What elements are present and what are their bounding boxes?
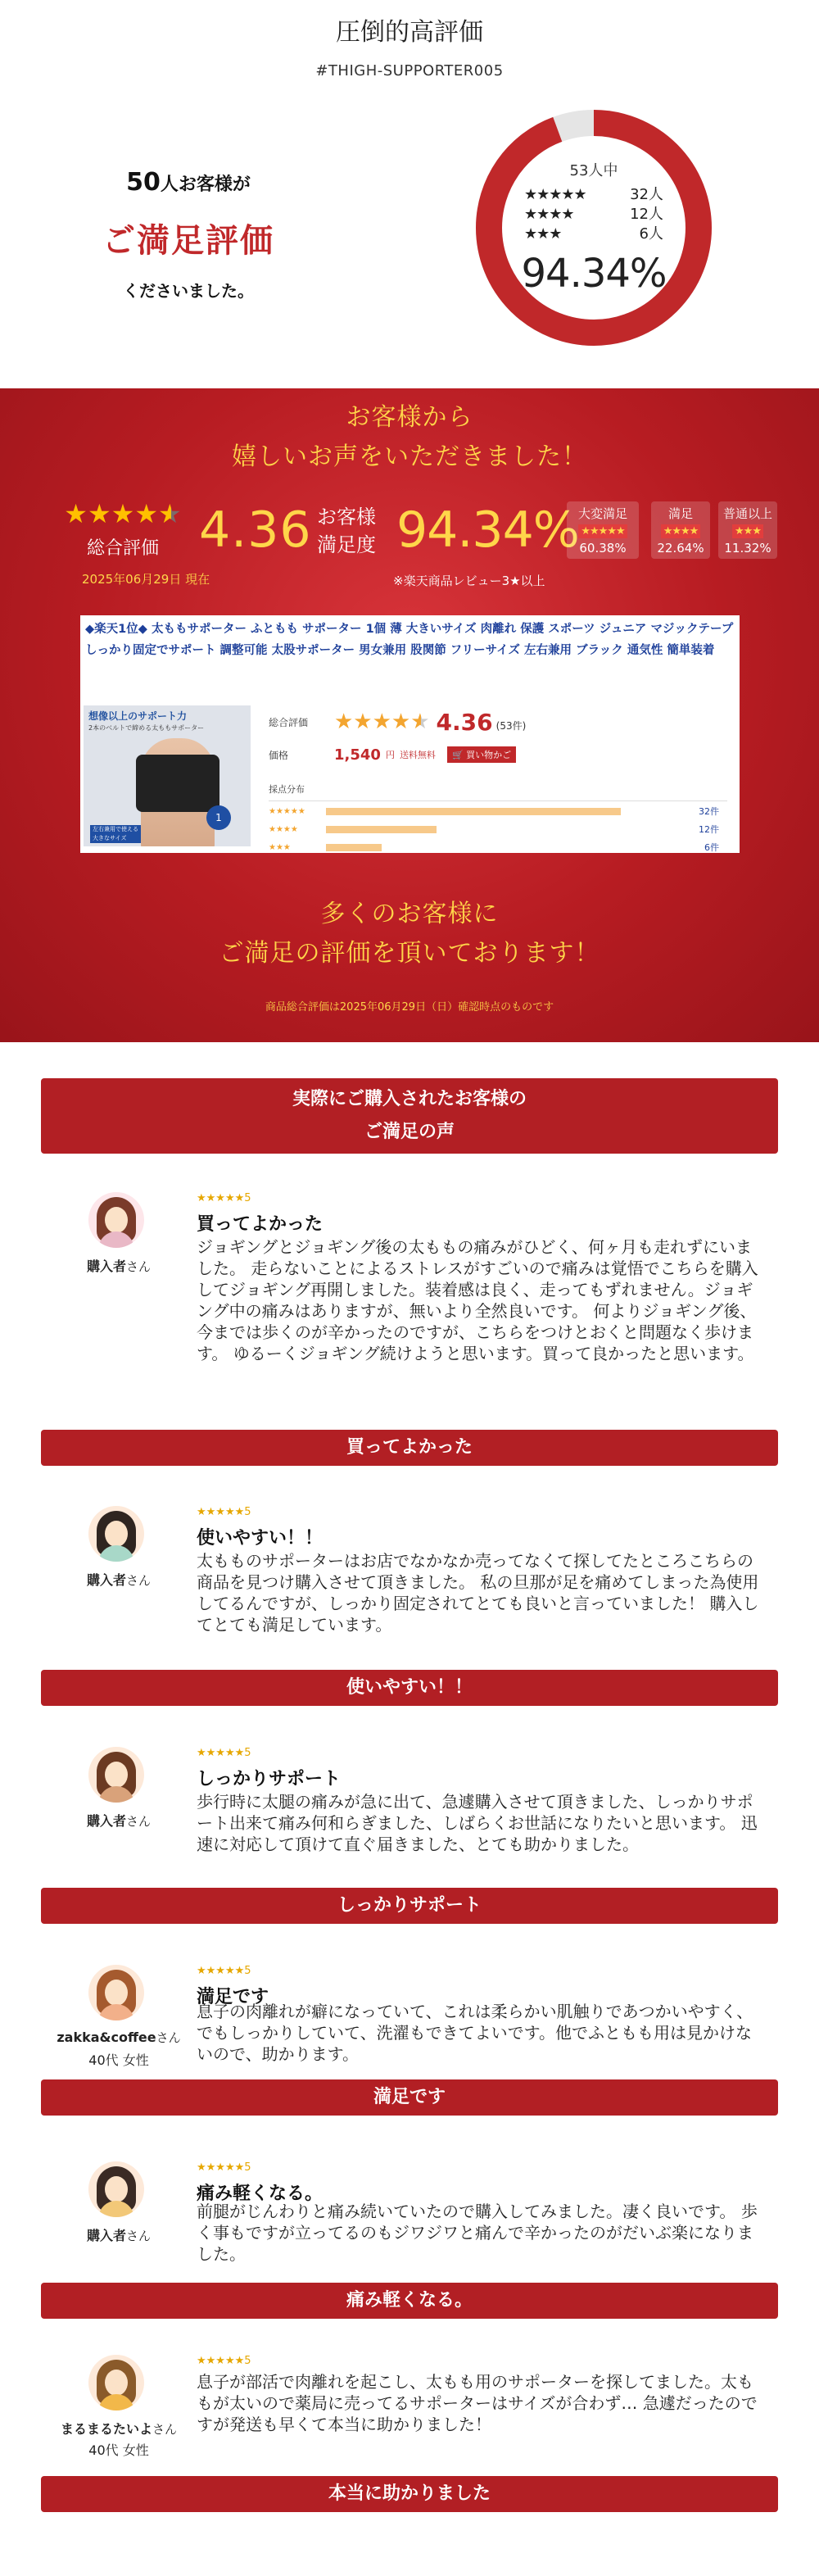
overall-rating (41, 498, 205, 560)
badge-normal (718, 501, 777, 559)
overall-label: 総合評価 (86, 538, 159, 559)
badge-percent: 60.38% (579, 541, 627, 556)
distribution-count[interactable]: 6件 (704, 842, 719, 853)
distribution-row (269, 821, 727, 837)
banner-heading (0, 398, 819, 477)
rating-score: 4.36 (199, 501, 312, 559)
review-body: 息子が部活で肉離れを起こし、太もも用のサポーターを探してました。太ももが太いので薬局に売ってるサポーターはサイズが合わず… 急遽だったのですが発送も早くて本当に助かりました！ (197, 2372, 758, 2434)
review-headline-bar: 満足です (41, 2079, 778, 2116)
shipping-label: 送料無料 (399, 750, 436, 760)
reviewer-avatar (88, 1747, 144, 1803)
reviewer-name (41, 1811, 197, 1830)
banner-footer (0, 895, 819, 973)
review-stars-icon: ★★★★★5 (197, 2161, 251, 2174)
badge-stars-icon: ★★★★ (661, 524, 701, 538)
review-stars-icon: ★★★★★5 (197, 1965, 251, 1977)
satisfaction-summary (49, 168, 328, 302)
donut-row-5 (524, 185, 663, 205)
product-image-badge: 1 (206, 805, 231, 830)
donut-percent: 94.34% (521, 251, 667, 297)
product-info (269, 705, 727, 855)
review-item (41, 1747, 778, 1924)
reviewer-name (41, 1570, 197, 1589)
reviews-header-line2: ご満足の声 (364, 1122, 455, 1142)
product-price: 1,540 (334, 746, 381, 764)
review-title: 使いやすい！！ (197, 1528, 324, 1549)
product-image-text: 想像以上のサポート力 (88, 710, 188, 722)
page-title: 圧倒的高評価 (336, 18, 483, 47)
reviewer-name-text: まるまるたいよ (60, 2421, 152, 2437)
satisfaction-percent: 94.34% (396, 501, 579, 559)
product-review-count[interactable]: (53件) (495, 719, 527, 732)
review-body: 前腿がじんわりと痛み続いていたので購入してみました。凄く良いです。 歩く事もですが立ってるのもジワジワと痛んで辛かったのがだいぶ楽になりました。 (197, 2202, 758, 2264)
review-headline-bar: 痛み軽くなる。 (41, 2283, 778, 2319)
rating-date: 2025年06月29日 現在 (82, 572, 210, 587)
supporter-illustration (136, 755, 219, 812)
review-title: 買ってよかった (197, 1214, 324, 1235)
price-key: 価格 (269, 749, 289, 761)
distribution-bar (326, 826, 437, 833)
product-rating-row (269, 705, 727, 738)
product-price-row (269, 738, 727, 771)
donut-row-stars: ★★★★ (524, 206, 574, 223)
review-item (41, 2161, 778, 2319)
rating-banner (0, 388, 819, 1042)
reviewer-honorific: さん (126, 1259, 152, 1274)
reviewer-avatar (88, 1506, 144, 1562)
add-to-cart-label: 買い物かご (466, 750, 512, 760)
satisfaction-thanks: くださいました。 (123, 281, 254, 301)
review-headline-bar: 買ってよかった (41, 1430, 778, 1466)
cust-label-line1: お客様 (317, 506, 376, 528)
reviewer-name-text: zakka&coffee (57, 2030, 156, 2045)
distribution-count[interactable]: 32件 (699, 806, 719, 817)
donut-row-3 (524, 224, 663, 244)
reviewer-honorific: さん (126, 1814, 152, 1829)
cust-label-line2: 満足度 (317, 533, 376, 556)
distribution-stars-icon: ★★★ (269, 842, 291, 852)
reviewer-age: 40代 女性 (88, 2052, 149, 2068)
donut-row-4 (524, 205, 663, 224)
review-item (41, 1965, 778, 2116)
reviewer-age: 40代 女性 (88, 2442, 149, 2458)
donut-row-count: 32人 (630, 186, 663, 203)
banner-heading-line2: 嬉しいお声をいただきました！ (232, 442, 587, 471)
donut-row-stars: ★★★ (524, 225, 562, 243)
distribution-label: 採点分布 (269, 782, 727, 801)
reviewer-avatar (88, 1965, 144, 2020)
customer-count: 50 (126, 168, 161, 197)
satisfaction-heading: ご満足評価 (102, 222, 274, 260)
customer-satisfaction-label (317, 503, 376, 559)
product-card (80, 615, 740, 853)
product-score: 4.36 (436, 708, 493, 736)
reviewer-honorific: さん (156, 2030, 181, 2045)
reviewer-honorific: さん (126, 2229, 152, 2243)
badge-stars-icon: ★★★ (732, 524, 763, 538)
banner-heading-line1: お客様から (346, 403, 473, 432)
donut-row-count: 6人 (639, 225, 663, 243)
review-headline-bar: しっかりサポート (41, 1888, 778, 1924)
distribution-bar (326, 844, 382, 851)
donut-center (471, 159, 717, 297)
review-body: 息子の肉離れが癖になっていて、これは柔らかい肌触りであつかいやすく、でもしっかりしていて、洗濯もできてよいです。他でふともも用は見かけないので、助かります。 (197, 2002, 753, 2064)
distribution-row (269, 839, 727, 855)
reviewer-honorific: さん (126, 1573, 152, 1588)
badge-satisfied (651, 501, 710, 559)
reviewer-name-text: 購入者 (86, 1259, 126, 1274)
review-item (41, 1506, 778, 1706)
reviewer-honorific: さん (152, 2422, 178, 2437)
product-code: #THIGH-SUPPORTER005 (315, 62, 504, 79)
product-image-subtext: 2本のベルトで締める太ももサポーター (88, 724, 205, 732)
banner-footer-line1: 多くのお客様に (320, 900, 499, 928)
review-stars-icon: ★★★★★5 (197, 1747, 251, 1759)
price-unit: 円 (385, 750, 395, 760)
badge-stars-icon: ★★★★★ (578, 524, 627, 538)
product-stars-icon: ★★★★★ (334, 710, 430, 734)
review-note: ※楽天商品レビュー3★以上 (393, 574, 545, 588)
distribution-stars-icon: ★★★★★ (269, 806, 305, 816)
donut-row-stars: ★★★★★ (524, 186, 586, 203)
badge-label: 大変満足 (577, 506, 627, 521)
reviewer-name (41, 2029, 197, 2046)
review-stars-icon: ★★★★★5 (197, 2355, 251, 2367)
badge-percent: 11.32% (724, 541, 771, 556)
review-body: ジョギングとジョギング後の太ももの痛みがひどく、何ヶ月も走れずにいました。 走らないことによるストレスがすごいので痛みは覚悟でこちらを購入してジョギング再開しました。装着感は良く、走ってもずれません。ジョギング中の痛みはありますが、無いより全然良いです。 何よりジョギング後、今までは歩くのが辛かったのですが、こちらをつけとおくと問題なく歩けます。 ゆるーくジョギング続けようと思います。買って良かったと思います。 (197, 1237, 758, 1363)
reviewer-name-text: 購入者 (86, 1813, 126, 1829)
review-item (41, 1192, 778, 1466)
reviewer-name (41, 1256, 197, 1275)
review-stars-icon: ★★★★★5 (197, 1506, 251, 1518)
badge-very-satisfied (567, 501, 639, 559)
review-title: 満足です (197, 1987, 269, 2007)
distribution-stars-icon: ★★★★ (269, 824, 298, 834)
product-image-box: 左右兼用で使える 大きなサイズ (90, 825, 141, 843)
distribution-bar (326, 808, 621, 815)
review-body: 太もものサポーターはお店でなかなか売ってなくて探してたところこちらの商品を見つけ購入させて頂きました。 私の旦那が足を痛めてしまった為使用してるんですが、しっかり固定されてとても良いと言っていました！ 購入してとても満足しています。 (197, 1551, 759, 1635)
rating-distribution (269, 803, 727, 855)
customer-count-text: 人お客様が (160, 175, 251, 195)
review-item (41, 2355, 778, 2512)
badge-label: 普通以上 (722, 506, 772, 521)
rating-key: 総合評価 (269, 716, 309, 728)
customer-count-line (49, 168, 328, 197)
review-title: しっかりサポート (197, 1769, 342, 1789)
reviews-header-line1: 実際にご購入されたお客様の (292, 1089, 527, 1109)
donut-rows (524, 185, 663, 244)
review-body: 歩行時に太腿の痛みが急に出て、急遽購入させて頂きました、しっかりサポート出来て痛み何和らぎました、しばらくお世話になりたいと思います。 迅速に対応して頂けて直ぐ届きました、とても助かりました。 (197, 1792, 758, 1854)
reviewer-avatar (88, 2161, 144, 2217)
banner-footer-line2: ご満足の評価を頂いております！ (219, 939, 600, 968)
reviewer-name (41, 2419, 197, 2438)
donut-total: 53人中 (569, 162, 618, 179)
reviewer-name-text: 購入者 (86, 1572, 126, 1588)
rating-stars-icon: ★★★★★ (64, 498, 182, 529)
distribution-row (269, 803, 727, 819)
reviewer-avatar (88, 1192, 144, 1248)
reviewer-name-text: 購入者 (86, 2228, 126, 2243)
reviews-header (41, 1078, 778, 1154)
banner-footnote: 商品総合評価は2025年06月29日（日）確認時点のものです (265, 1001, 554, 1014)
product-image[interactable] (84, 705, 251, 846)
add-to-cart-button[interactable]: 🛒 買い物かご (447, 746, 516, 763)
product-title-link[interactable]: ◆楽天1位◆ 太ももサポーター ふともも サポーター 1個 薄 大きいサイズ 肉離れ 保護 スポーツ ジュニア マジックテープ しっかり固定でサポート 調整可能 太股サポーター 男女兼用 股関節 フリーサイズ 左右兼用 ブラック 通気性 簡単装着 (85, 623, 734, 657)
review-stars-icon: ★★★★★5 (197, 1192, 251, 1204)
review-headline-bar: 使いやすい！！ (41, 1670, 778, 1706)
badge-label: 満足 (667, 506, 693, 521)
review-title: 痛み軽くなる。 (197, 2184, 324, 2204)
badge-percent: 22.64% (657, 541, 704, 556)
reviewer-name (41, 2225, 197, 2244)
reviewer-avatar (88, 2355, 144, 2410)
donut-row-count: 12人 (630, 206, 663, 223)
review-headline-bar: 本当に助かりました (41, 2476, 778, 2512)
distribution-count[interactable]: 12件 (699, 824, 719, 835)
